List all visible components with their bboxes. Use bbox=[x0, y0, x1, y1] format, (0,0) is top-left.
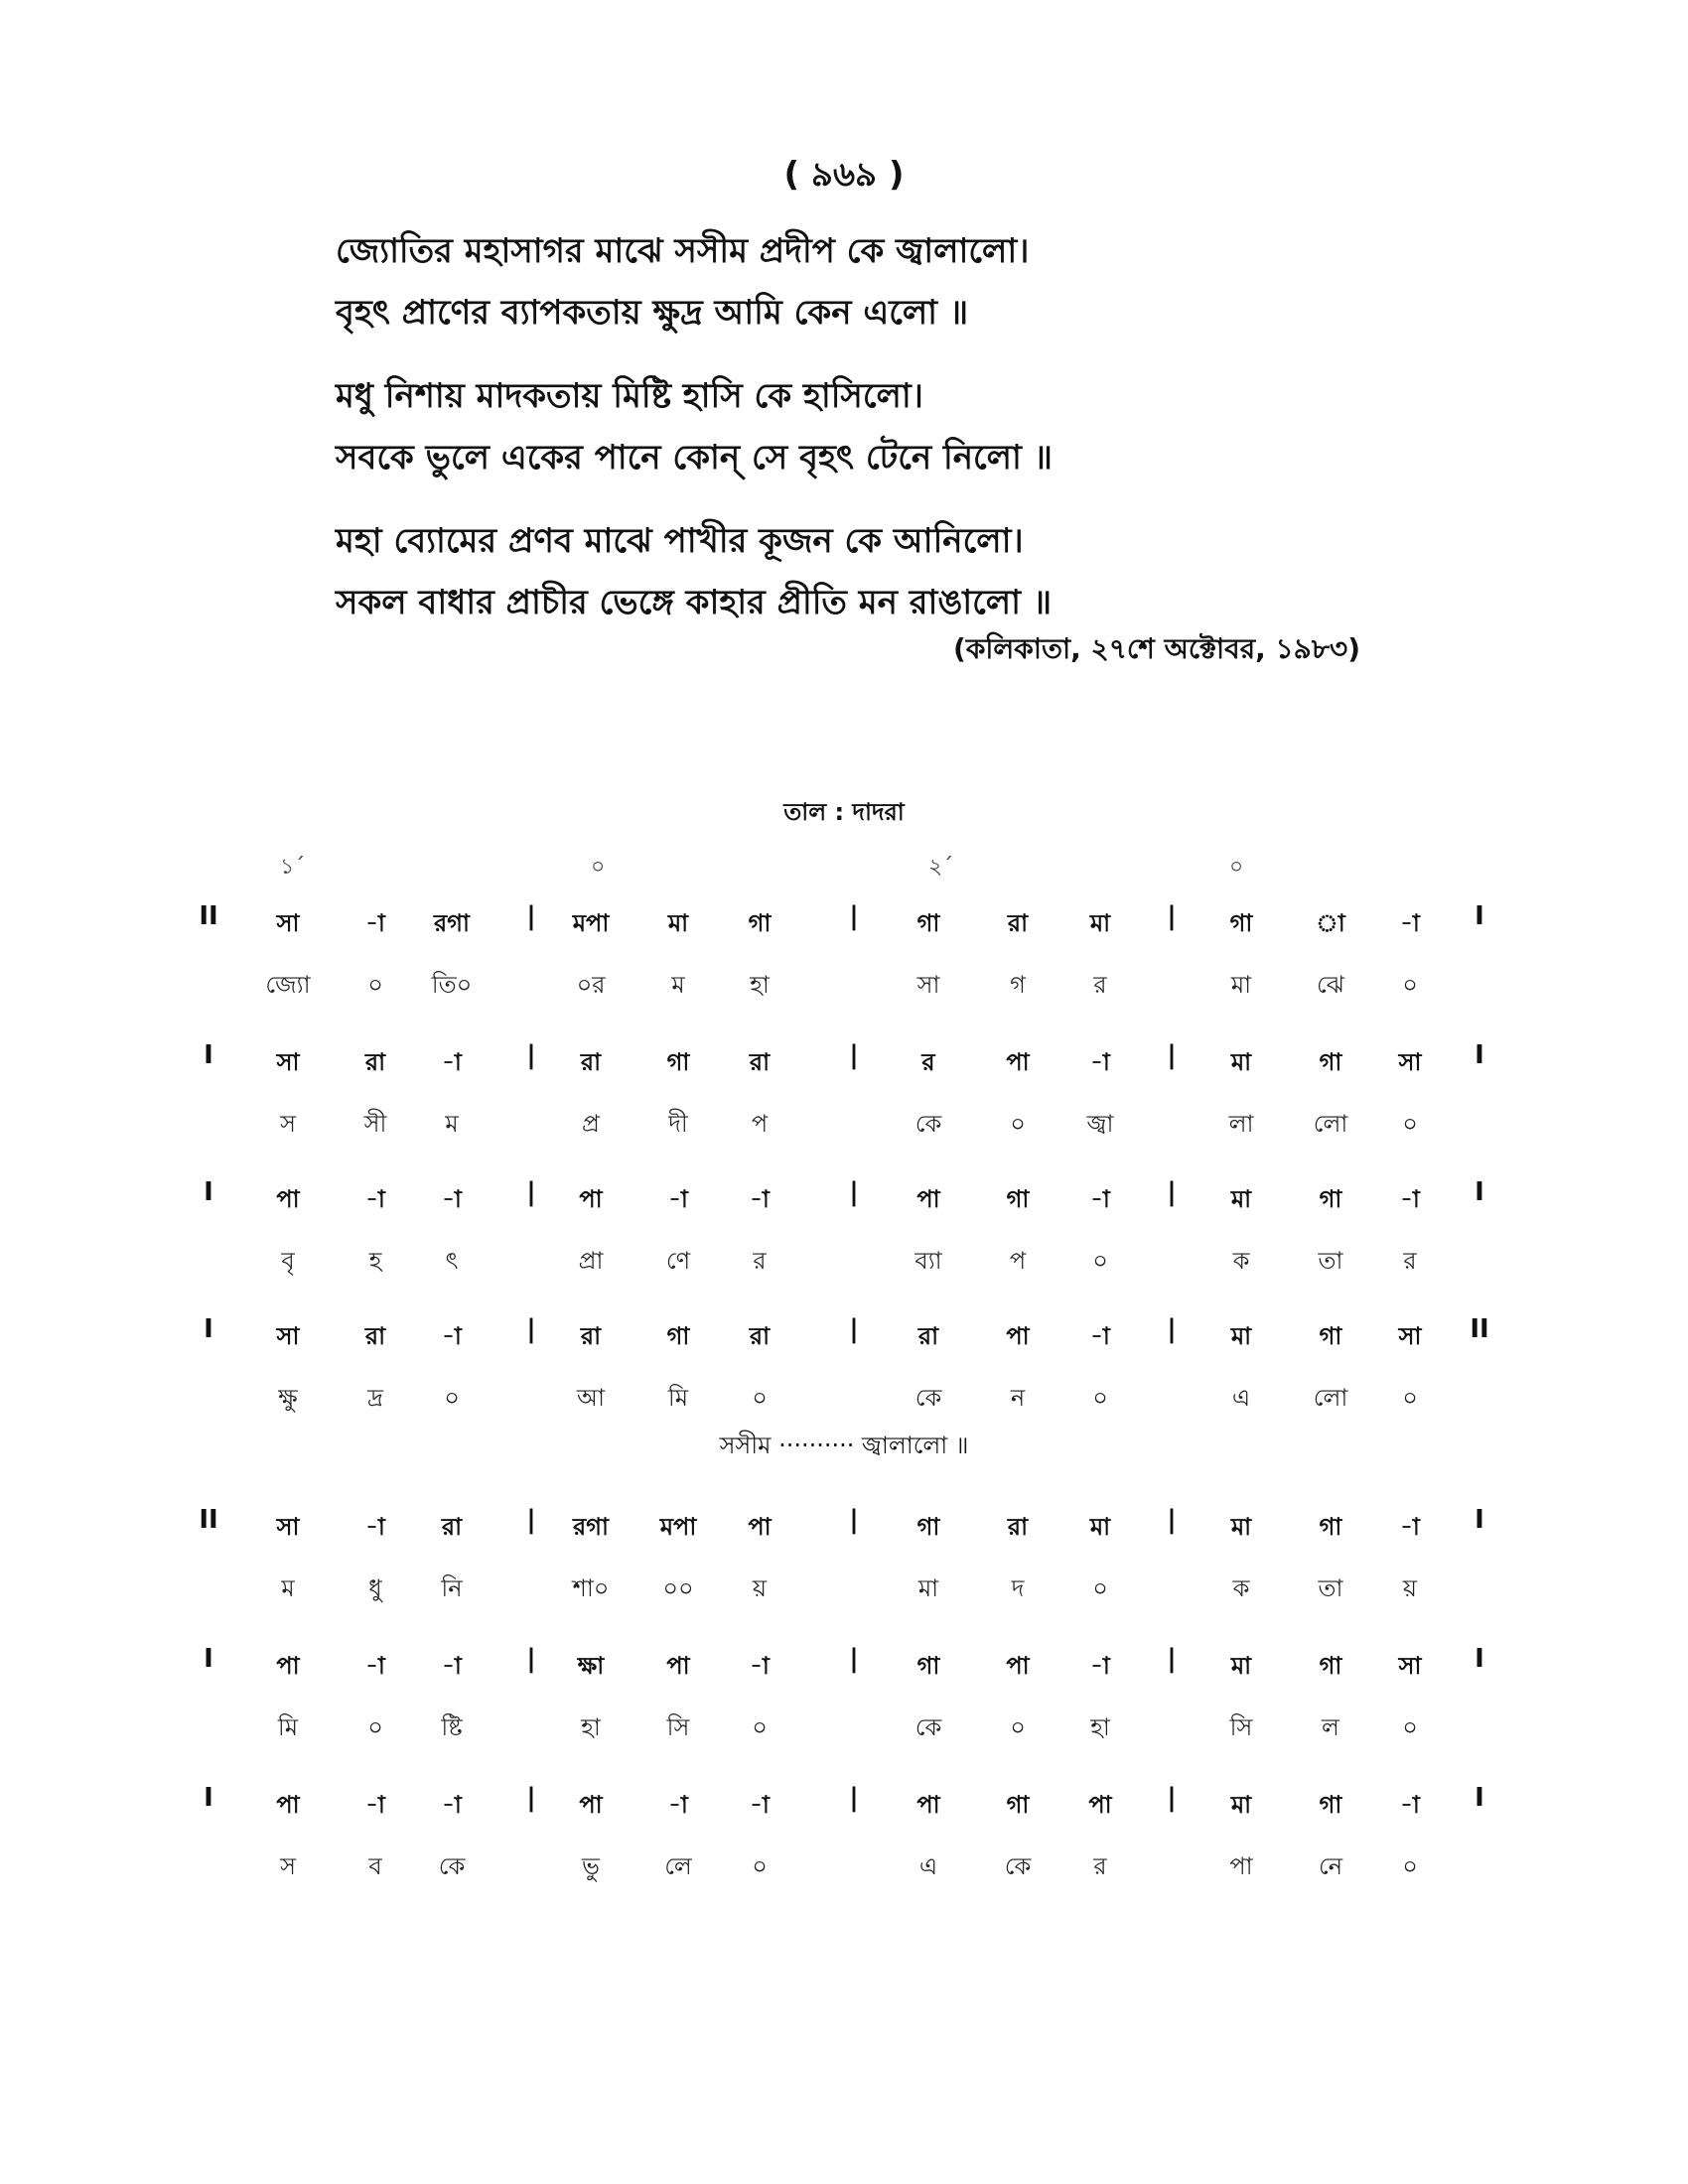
lyric-syllable: ০ bbox=[1092, 1384, 1108, 1412]
swara-note: -া bbox=[365, 1652, 385, 1680]
swara-note: -া bbox=[442, 1185, 462, 1213]
swara-note: গা bbox=[666, 1322, 690, 1350]
swara-note: -া bbox=[365, 1513, 385, 1541]
lyric-syllable: র bbox=[1403, 1247, 1417, 1275]
lyric-syllable: গ bbox=[1010, 971, 1026, 999]
swara-note: -া bbox=[668, 1791, 688, 1819]
stanza-3 bbox=[336, 510, 1527, 633]
bar-line: I bbox=[1475, 901, 1484, 931]
lyric-syllable: সি bbox=[1229, 1713, 1253, 1741]
swara-note: পা bbox=[666, 1652, 690, 1680]
swara-note: মপা bbox=[572, 909, 610, 937]
lyric-syllable: ন bbox=[1010, 1384, 1026, 1412]
swara-note: রা bbox=[441, 1513, 463, 1541]
bar-line: | bbox=[526, 1783, 536, 1813]
place-date-note: (কলিকাতা, ২৭শে অক্টোবর, ১৯৮৩) bbox=[953, 632, 1360, 665]
lyric-syllable: তা bbox=[1318, 1574, 1343, 1602]
bar-line: I bbox=[1475, 1505, 1484, 1535]
lyric-syllable: হা bbox=[581, 1713, 601, 1741]
swara-note: মা bbox=[1230, 1322, 1252, 1350]
bar-line: I bbox=[1475, 1644, 1484, 1674]
lyric-syllable: সি bbox=[666, 1713, 690, 1741]
swara-note: মপা bbox=[659, 1513, 697, 1541]
lyric-syllable: ০ bbox=[1402, 1852, 1418, 1880]
lyric-syllable: ০ bbox=[1402, 1110, 1418, 1138]
lyric-syllable: ম bbox=[445, 1110, 459, 1138]
lyric-syllable: ০ bbox=[1010, 1713, 1026, 1741]
poem bbox=[336, 220, 1527, 655]
lyric-syllable: ভু bbox=[582, 1852, 600, 1880]
swara-note: মা bbox=[1230, 1791, 1252, 1819]
lyric-syllable: দী bbox=[668, 1110, 688, 1138]
swara-note: া bbox=[1316, 909, 1345, 937]
lyric-syllable: হা bbox=[750, 971, 770, 999]
swara-note: রা bbox=[580, 1048, 602, 1076]
swara-note: সা bbox=[1398, 1652, 1422, 1680]
lyric-syllable: প্রা bbox=[578, 1247, 604, 1275]
swara-note: রা bbox=[580, 1322, 602, 1350]
bar-line: | bbox=[849, 1505, 859, 1535]
lyric-syllable: লো bbox=[1313, 1384, 1348, 1412]
lyric-syllable: প bbox=[1009, 1247, 1027, 1275]
swara-note: মা bbox=[1089, 909, 1111, 937]
bar-line: | bbox=[526, 1314, 536, 1344]
swara-note: মা bbox=[1230, 1185, 1252, 1213]
lyric-syllable: কে bbox=[914, 1713, 942, 1741]
swara-note: সা bbox=[276, 1048, 300, 1076]
bar-line: I bbox=[204, 1783, 213, 1813]
lyric-syllable: ০ bbox=[367, 971, 383, 999]
lyric-syllable: ল bbox=[1322, 1713, 1339, 1741]
lyric-syllable: কে bbox=[438, 1852, 466, 1880]
swara-note: গা bbox=[1319, 1322, 1342, 1350]
lyric-syllable: লো bbox=[1313, 1110, 1348, 1138]
bar-line: | bbox=[1167, 901, 1177, 931]
swara-note: গা bbox=[666, 1048, 690, 1076]
lyric-syllable: স bbox=[280, 1852, 296, 1880]
lyric-syllable: নি bbox=[441, 1574, 463, 1602]
lyric-syllable: ষ্টি bbox=[441, 1713, 463, 1741]
beat-mark: ০ bbox=[591, 855, 606, 880]
swara-note: রা bbox=[364, 1322, 386, 1350]
page-number: ( ৯৬৯ ) bbox=[783, 155, 905, 195]
swara-note: রা bbox=[917, 1322, 939, 1350]
bar-line: | bbox=[1167, 1783, 1177, 1813]
lyric-syllable: ক bbox=[1232, 1574, 1250, 1602]
lyric-syllable: দ bbox=[1011, 1574, 1025, 1602]
lyric-syllable: মা bbox=[917, 1574, 939, 1602]
lyric-syllable: নে bbox=[1318, 1852, 1343, 1880]
swara-note: গা bbox=[916, 1652, 940, 1680]
swara-note: গা bbox=[1319, 1185, 1342, 1213]
swara-note: পা bbox=[1088, 1791, 1112, 1819]
lyric-syllable: লা bbox=[1228, 1110, 1254, 1138]
swara-note: রগা bbox=[434, 909, 470, 937]
swara-note: -া bbox=[750, 1185, 770, 1213]
swara-note: -া bbox=[1400, 1185, 1420, 1213]
swara-note: -া bbox=[1400, 1513, 1420, 1541]
swara-note: সা bbox=[1398, 1322, 1422, 1350]
tala-heading: তাল : দাদরা bbox=[783, 798, 905, 826]
swara-note: গা bbox=[1319, 1791, 1342, 1819]
swara-note: পা bbox=[916, 1185, 940, 1213]
lyric-syllable: ম bbox=[671, 971, 685, 999]
swara-note: গা bbox=[1319, 1513, 1342, 1541]
bar-line: | bbox=[1167, 1177, 1177, 1207]
lyric-syllable: ০ bbox=[1402, 971, 1418, 999]
lyric-syllable: লে bbox=[664, 1852, 692, 1880]
lyric-syllable: ০ bbox=[1092, 1574, 1108, 1602]
lyric-syllable: ০ bbox=[752, 1384, 768, 1412]
swara-note: মা bbox=[1230, 1048, 1252, 1076]
swara-note: -া bbox=[442, 1791, 462, 1819]
lyric-syllable: ০ bbox=[1092, 1247, 1108, 1275]
swara-note: পা bbox=[1006, 1652, 1030, 1680]
lyric-syllable: ক bbox=[1232, 1247, 1250, 1275]
poem-line: সবকে ভুলে একের পানে কোন্‌ সে বৃহৎ টেনে নিলো ॥ bbox=[336, 438, 1053, 478]
poem-line: বৃহৎ প্রাণের ব্যাপকতায় ক্ষুদ্র আমি কেন এলো ॥ bbox=[336, 293, 969, 333]
swara-note: রা bbox=[1007, 909, 1029, 937]
bar-line: | bbox=[526, 1644, 536, 1674]
swara-note: -া bbox=[1400, 1791, 1420, 1819]
lyric-syllable: য় bbox=[1402, 1574, 1418, 1602]
swara-note: পা bbox=[276, 1652, 300, 1680]
lyric-syllable: হা bbox=[1090, 1713, 1110, 1741]
bar-line: | bbox=[849, 1040, 859, 1070]
stanza-1 bbox=[336, 220, 1527, 343]
bar-line: I bbox=[1475, 1177, 1484, 1207]
lyric-syllable: হ bbox=[368, 1247, 382, 1275]
swara-note: -া bbox=[1090, 1185, 1110, 1213]
lyric-syllable: ০ bbox=[1010, 1110, 1026, 1138]
swara-note: গা bbox=[916, 909, 940, 937]
swara-note: -া bbox=[365, 1185, 385, 1213]
bar-line: | bbox=[1167, 1644, 1177, 1674]
swara-note: পা bbox=[579, 1185, 603, 1213]
beat-mark: ১´ bbox=[280, 855, 306, 880]
swara-note: র bbox=[921, 1048, 935, 1076]
beat-mark: ০ bbox=[1229, 855, 1244, 880]
bar-line: | bbox=[526, 1505, 536, 1535]
beat-mark: ২´ bbox=[928, 855, 954, 880]
swara-note: রা bbox=[364, 1048, 386, 1076]
bar-line: | bbox=[526, 901, 536, 931]
lyric-syllable: প bbox=[751, 1110, 769, 1138]
swara-note: রা bbox=[749, 1322, 771, 1350]
bar-line: II bbox=[1470, 1314, 1489, 1344]
lyric-syllable: তা bbox=[1318, 1247, 1343, 1275]
swara-note: পা bbox=[276, 1185, 300, 1213]
poem-line: জ্যোতির মহাসাগর মাঝে সসীম প্রদীপ কে জ্বালালো। bbox=[336, 231, 1030, 271]
swara-note: পা bbox=[1006, 1048, 1030, 1076]
bar-line: | bbox=[1167, 1040, 1177, 1070]
lyric-syllable: ধু bbox=[368, 1574, 382, 1602]
swara-note: -া bbox=[1090, 1048, 1110, 1076]
lyric-syllable: সা bbox=[916, 971, 940, 999]
swara-note: -া bbox=[750, 1652, 770, 1680]
lyric-syllable: কে bbox=[914, 1110, 942, 1138]
lyric-syllable: স bbox=[280, 1110, 296, 1138]
lyric-syllable: জ্বা bbox=[1086, 1110, 1114, 1138]
lyric-syllable: ০ bbox=[444, 1384, 460, 1412]
lyric-syllable: বৃ bbox=[281, 1247, 295, 1275]
bar-line: I bbox=[1475, 1040, 1484, 1070]
bar-line: I bbox=[204, 1177, 213, 1207]
bar-line: | bbox=[849, 1314, 859, 1344]
lyric-syllable: র bbox=[1093, 1852, 1107, 1880]
lyric-syllable: য় bbox=[752, 1574, 768, 1602]
bar-line: | bbox=[526, 1177, 536, 1207]
bar-line: I bbox=[204, 1040, 213, 1070]
bar-line: | bbox=[526, 1040, 536, 1070]
swara-note: মা bbox=[1230, 1513, 1252, 1541]
bar-line: I bbox=[1475, 1783, 1484, 1813]
swara-note: রা bbox=[749, 1048, 771, 1076]
swara-note: গা bbox=[1229, 909, 1253, 937]
swara-note: -া bbox=[1090, 1652, 1110, 1680]
lyric-syllable: মি bbox=[277, 1713, 299, 1741]
bar-line: | bbox=[1167, 1505, 1177, 1535]
lyric-syllable: ০ bbox=[752, 1852, 768, 1880]
lyric-syllable: ০ bbox=[752, 1713, 768, 1741]
bar-line: | bbox=[849, 901, 859, 931]
lyric-syllable: ব bbox=[368, 1852, 382, 1880]
bar-line: | bbox=[849, 1644, 859, 1674]
lyric-syllable: কে bbox=[914, 1384, 942, 1412]
swara-note: পা bbox=[916, 1791, 940, 1819]
swara-note: -া bbox=[442, 1322, 462, 1350]
swara-note: -া bbox=[365, 909, 385, 937]
bar-line: I bbox=[204, 1314, 213, 1344]
lyric-syllable: এ bbox=[918, 1852, 938, 1880]
poem-line: মহা ব্যোমের প্রণব মাঝে পাখীর কূজন কে আনিলো। bbox=[336, 521, 1024, 561]
lyric-syllable: মা bbox=[1230, 971, 1252, 999]
swara-note: গা bbox=[1006, 1791, 1030, 1819]
swara-note: -া bbox=[365, 1791, 385, 1819]
swara-note: -া bbox=[750, 1791, 770, 1819]
lyric-syllable: ০র bbox=[576, 971, 606, 999]
lyric-syllable: এ bbox=[1231, 1384, 1251, 1412]
lyric-syllable: ০০ bbox=[662, 1574, 694, 1602]
lyric-syllable: জ্যো bbox=[265, 971, 311, 999]
swara-note: মা bbox=[1089, 1513, 1111, 1541]
lyric-syllable: ০ bbox=[1402, 1384, 1418, 1412]
lyric-syllable: প্র bbox=[582, 1110, 600, 1138]
lyric-syllable: ব্যা bbox=[914, 1247, 942, 1275]
swara-note: গা bbox=[748, 909, 772, 937]
swara-note: মা bbox=[667, 909, 689, 937]
swara-note: -া bbox=[442, 1652, 462, 1680]
lyric-syllable: সী bbox=[363, 1110, 387, 1138]
swara-note: রগা bbox=[573, 1513, 609, 1541]
bar-line: | bbox=[1167, 1314, 1177, 1344]
lyric-syllable: র bbox=[1093, 971, 1107, 999]
swara-note: -া bbox=[1400, 909, 1420, 937]
swara-note: পা bbox=[1006, 1322, 1030, 1350]
swara-note: সা bbox=[276, 1322, 300, 1350]
lyric-syllable: শা০ bbox=[572, 1574, 610, 1602]
lyric-syllable: ৎ bbox=[445, 1247, 459, 1275]
swara-note: গা bbox=[1319, 1652, 1342, 1680]
lyric-syllable: দ্র bbox=[367, 1384, 383, 1412]
bar-line: I bbox=[204, 1644, 213, 1674]
poem-line: মধু নিশায় মাদকতায় মিষ্টি হাসি কে হাসিলো। bbox=[336, 376, 923, 416]
swara-note: পা bbox=[748, 1513, 772, 1541]
swara-note: সা bbox=[276, 1513, 300, 1541]
swara-note: গা bbox=[916, 1513, 940, 1541]
lyric-syllable: ণে bbox=[665, 1247, 691, 1275]
swara-note: ক্ষা bbox=[577, 1652, 605, 1680]
lyric-syllable: র bbox=[753, 1247, 767, 1275]
stanza-2 bbox=[336, 365, 1527, 488]
swara-note: রা bbox=[1007, 1513, 1029, 1541]
lyric-syllable: ০ bbox=[367, 1713, 383, 1741]
swara-note: -া bbox=[442, 1048, 462, 1076]
swara-note: সা bbox=[1398, 1048, 1422, 1076]
lyric-syllable: ০ bbox=[1402, 1713, 1418, 1741]
swara-note: গা bbox=[1319, 1048, 1342, 1076]
poem-line: সকল বাধার প্রাচীর ভেঙ্গে কাহার প্রীতি মন রাঙালো ॥ bbox=[336, 583, 1053, 622]
swara-note: সা bbox=[276, 909, 300, 937]
lyric-syllable: ঝে bbox=[1317, 971, 1344, 999]
swara-note: -া bbox=[668, 1185, 688, 1213]
beat-marks bbox=[0, 850, 1688, 889]
bar-line: II bbox=[199, 1505, 218, 1535]
lyric-syllable: ক্ষু bbox=[278, 1384, 298, 1412]
lyric-syllable: তি০ bbox=[431, 971, 473, 999]
refrain-line: সসীম ·········· জ্বালালো ॥ bbox=[719, 1432, 969, 1459]
lyric-syllable: পা bbox=[1229, 1852, 1253, 1880]
bar-line: | bbox=[849, 1177, 859, 1207]
lyric-syllable: আ bbox=[577, 1384, 605, 1412]
swara-note: পা bbox=[579, 1791, 603, 1819]
lyric-syllable: মি bbox=[667, 1384, 689, 1412]
bar-line: | bbox=[849, 1783, 859, 1813]
swara-note: -া bbox=[1090, 1322, 1110, 1350]
lyric-syllable: কে bbox=[1004, 1852, 1032, 1880]
swara-note: মা bbox=[1230, 1652, 1252, 1680]
bar-line: II bbox=[199, 901, 218, 931]
swara-note: গা bbox=[1006, 1185, 1030, 1213]
lyric-syllable: ম bbox=[281, 1574, 295, 1602]
swara-note: পা bbox=[276, 1791, 300, 1819]
